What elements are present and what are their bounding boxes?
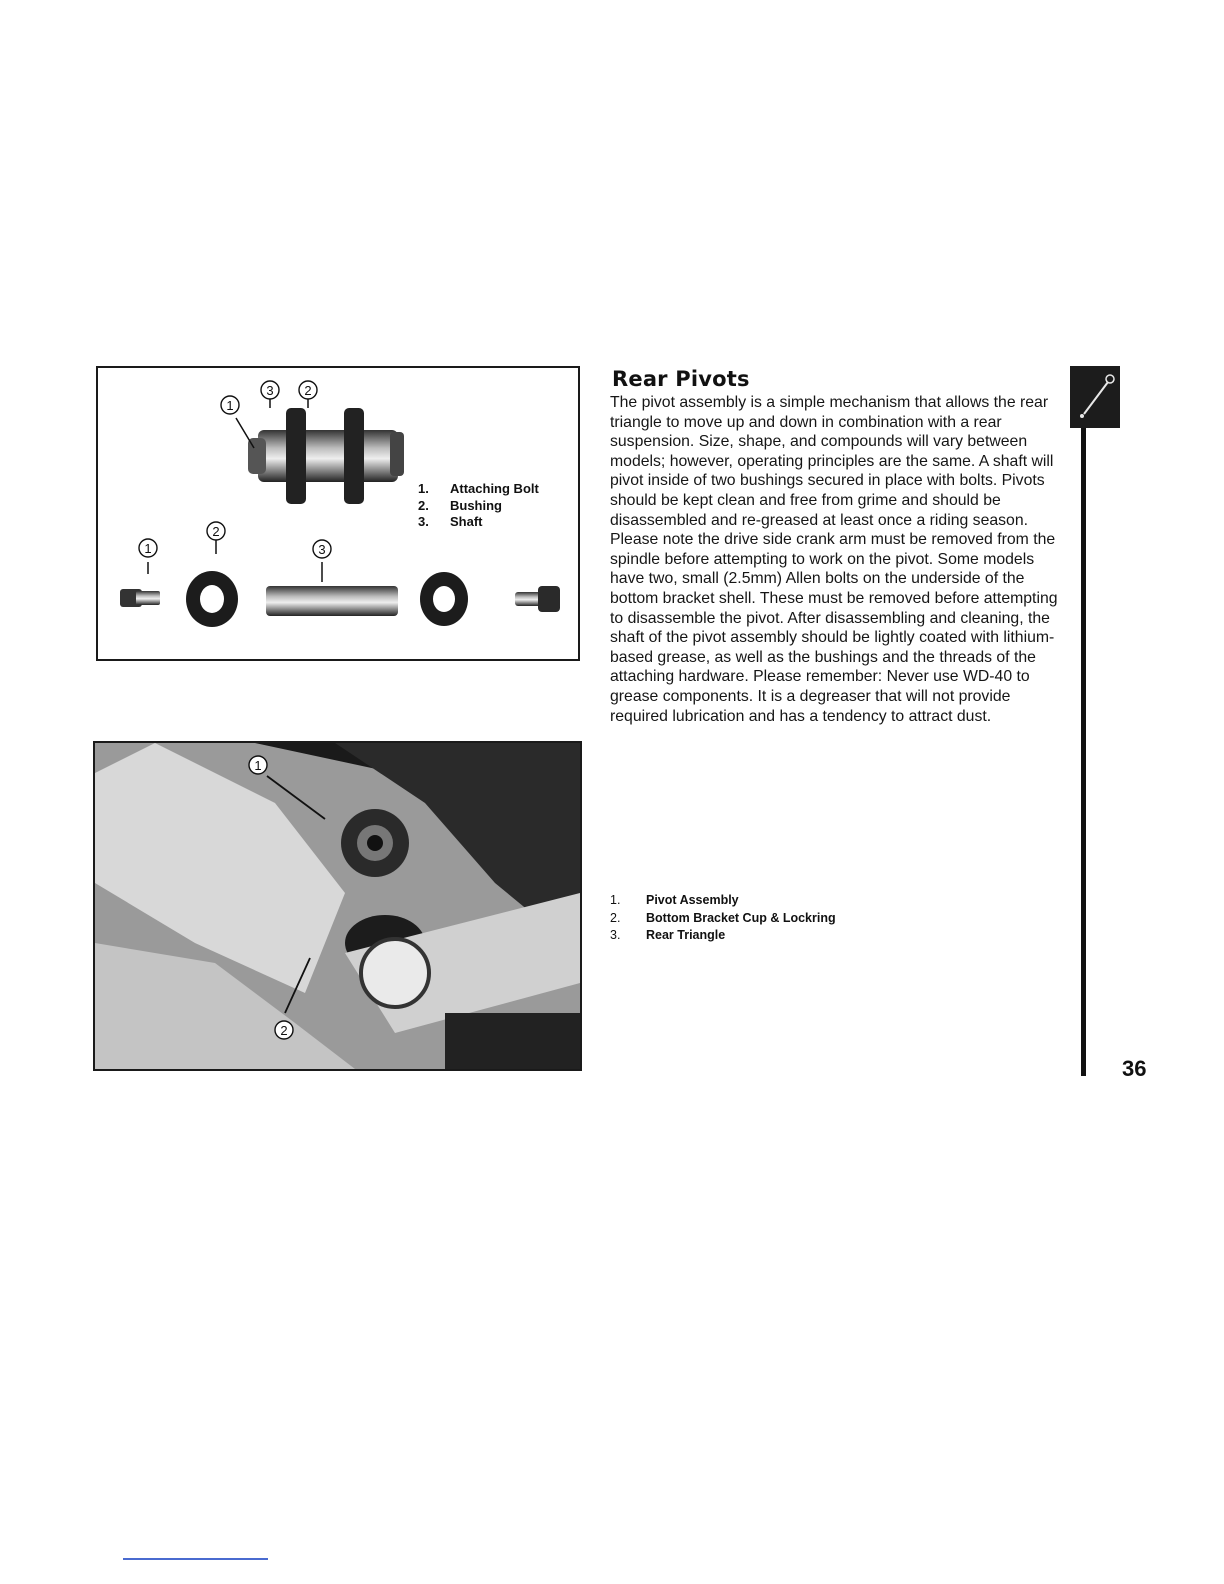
legend-item: 1. Pivot Assembly xyxy=(610,893,739,907)
legend-item: 1. Attaching Bolt xyxy=(418,481,539,496)
legend-item: 2. Bottom Bracket Cup & Lockring xyxy=(610,910,836,925)
exploded-bushing-right-image xyxy=(420,572,468,626)
chapter-tab xyxy=(1070,366,1120,428)
exploded-bushing-left-image xyxy=(186,571,238,627)
figure1-legend xyxy=(418,481,539,531)
photo-callout-1: 1 xyxy=(254,758,262,773)
exploded-bolt-right-image xyxy=(515,586,560,612)
wrench-icon xyxy=(1070,366,1120,428)
assembled-pivot-image xyxy=(248,408,404,504)
legend-item: 2. Bushing xyxy=(418,497,502,513)
photo-callout-2: 2 xyxy=(280,1023,288,1038)
legend-item: 3. Rear Triangle xyxy=(610,928,726,942)
exploded-shaft-image xyxy=(266,586,398,616)
callout-2-exploded: 2 xyxy=(212,524,220,539)
margin-rule xyxy=(1081,366,1086,1076)
pivot-photo-image xyxy=(95,743,580,1069)
legend-item: 3. Shaft xyxy=(418,514,483,529)
page-number: 36 xyxy=(1122,1056,1147,1081)
footer-rule xyxy=(123,1558,268,1560)
callout-1-exploded: 1 xyxy=(144,541,152,556)
callout-2-assembled: 2 xyxy=(304,383,312,398)
body-paragraph: The pivot assembly is a simple mechanism that allows the rear triangle to move up and down in combination with a rear suspension. Size, shape, and compounds will vary between models; however, operating principles are the same. A shaft will pivot inside of two bushings secured in place with bolts. Pivots should be kept clean and free from grime and should be disassembled and re-greased at least once a riding season. Please note the drive side crank arm must be removed from the spindle before attempting to work on the pivot. Some models have two, small (2.5mm) Allen bolts on the underside of the bottom bracket shell. These must be removed before attempting to disassemble the pivot. After disassembling and cleaning, the shaft of the pivot assembly should be lightly coated with lithium-based grease, as well as the bushings and the threads of the attaching hardware. Please remember: Never use WD-40 to grease components. It is a degreaser that will not provide required lubrication and has a tendency to attract dust. xyxy=(610,394,1058,725)
pivot-photo-figure xyxy=(93,741,582,1071)
callout-1-assembled: 1 xyxy=(226,398,234,413)
callout-3-assembled: 3 xyxy=(266,383,274,398)
exploded-bolt-left-image xyxy=(120,589,160,607)
callout-3-exploded: 3 xyxy=(318,542,326,557)
photo-legend xyxy=(610,892,836,945)
section-heading: Rear Pivots xyxy=(612,367,750,391)
pivot-exploded-figure xyxy=(96,366,580,661)
